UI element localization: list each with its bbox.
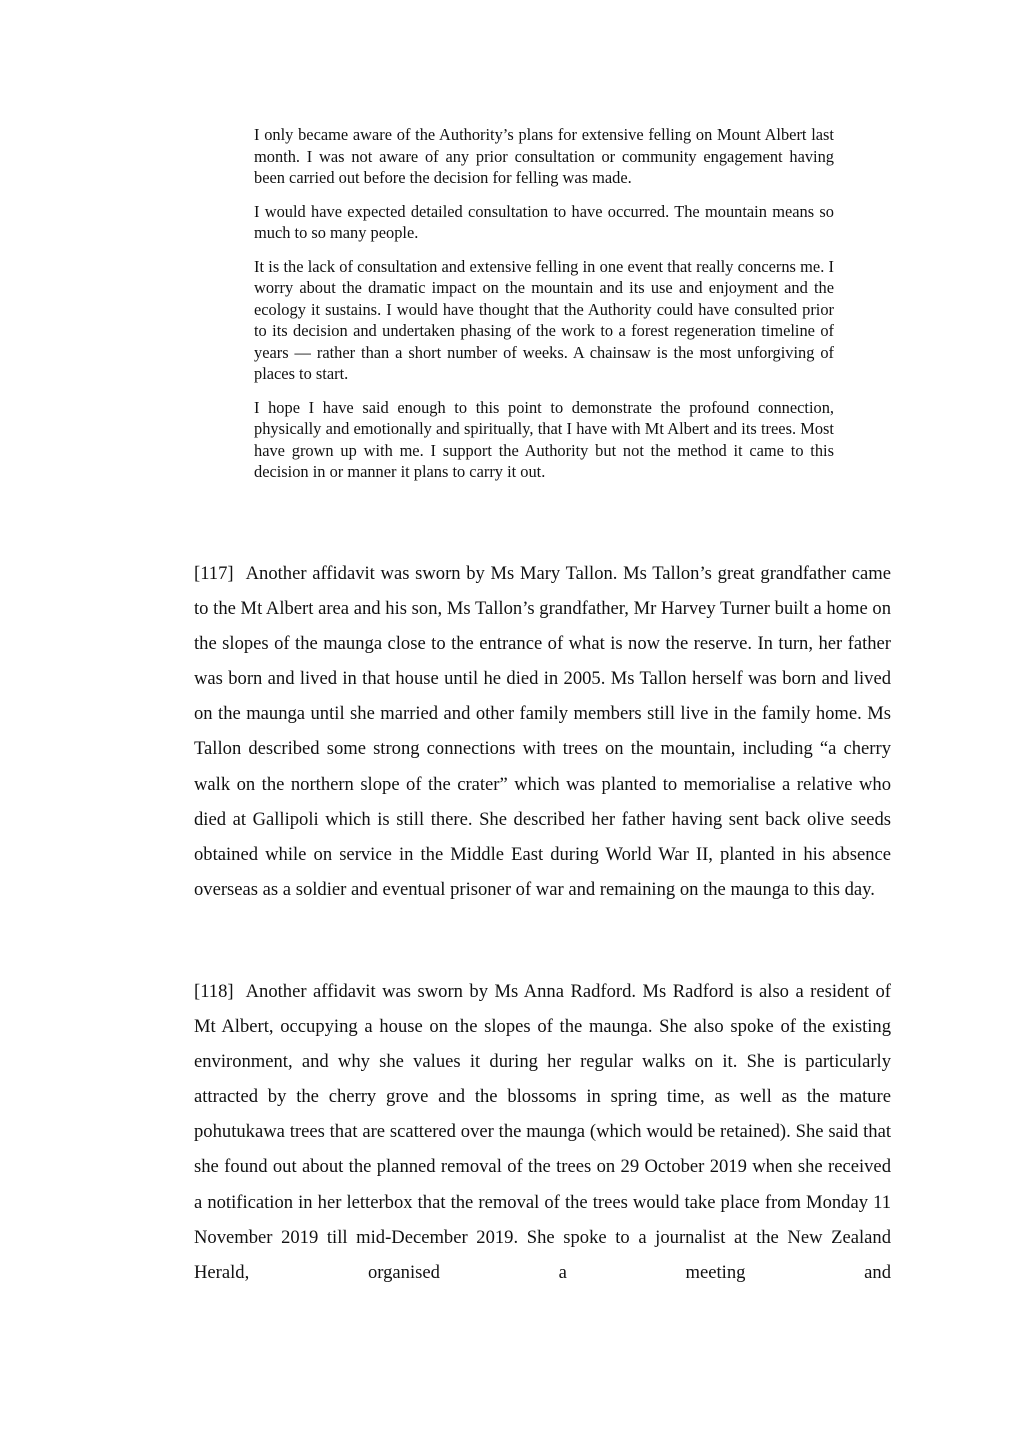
- paragraph-number: [118]: [194, 981, 234, 1002]
- paragraph-number: [117]: [194, 563, 234, 584]
- affidavit-quote-block: [254, 124, 834, 495]
- quote-paragraph: I would have expected detailed consultation to have occurred. The mountain means so much to so many people.: [254, 201, 834, 242]
- quote-paragraph: I only became aware of the Authority’s plans for extensive felling on Mount Albert last month. I was not aware of any prior consultation or community engagement having been carried out before the decision for felling was made.: [254, 125, 834, 187]
- quote-paragraph: I hope I have said enough to this point to demonstrate the profound connection, physically and emotionally and spiritually, that I have with Mt Albert and its trees. Most have grown up with me. I support the Authority but not the method it came to this decision in or manner it plans to carry it out.: [254, 397, 834, 481]
- paragraph-118: [194, 974, 891, 1290]
- paragraph-117: [194, 556, 891, 907]
- paragraph-text: Another affidavit was sworn by Ms Mary Tallon. Ms Tallon’s great grandfather came to the Mt Albert area and his son, Ms Tallon’s grandfather, Mr Harvey Turner built a home on the slopes of the maunga close to the entrance of what is now the reserve. In turn, her father was born and lived in that house until he died in 2005. Ms Tallon herself was born and lived on the maunga until she married and other family members still live in the family home. Ms Tallon described some strong connections with trees on the mountain, including “a cherry walk on the northern slope of the crater” which was planted to memorialise a relative who died at Gallipoli which is still there. She described her father having sent back olive seeds obtained while on service in the Middle East during World War II, planted in his absence overseas as a soldier and eventual prisoner of war and remaining on the maunga to this day.: [194, 563, 891, 900]
- quote-paragraph: It is the lack of consultation and extensive felling in one event that really concerns me. I worry about the dramatic impact on the mountain and its use and enjoyment and the ecology it sustains. I would have thought that the Authority could have consulted prior to its decision and undertaken phasing of the work to a forest regeneration timeline of years — rather than a short number of weeks. A chainsaw is the most unforgiving of places to start.: [254, 256, 834, 383]
- paragraph-text: Another affidavit was sworn by Ms Anna Radford. Ms Radford is also a resident of Mt Albert, occupying a house on the slopes of the maunga. She also spoke of the existing environment, and why she values it during her regular walks on it. She is particularly attracted by the cherry grove and the blossoms in spring time, as well as the mature pohutukawa trees that are scattered over the maunga (which would be retained). She said that she found out about the planned removal of the trees on 29 October 2019 when she received a notification in her letterbox that the removal of the trees would take place from Monday 11 November 2019 till mid-December 2019. She spoke to a journalist at the New Zealand Herald, organised a meeting and: [194, 981, 891, 1283]
